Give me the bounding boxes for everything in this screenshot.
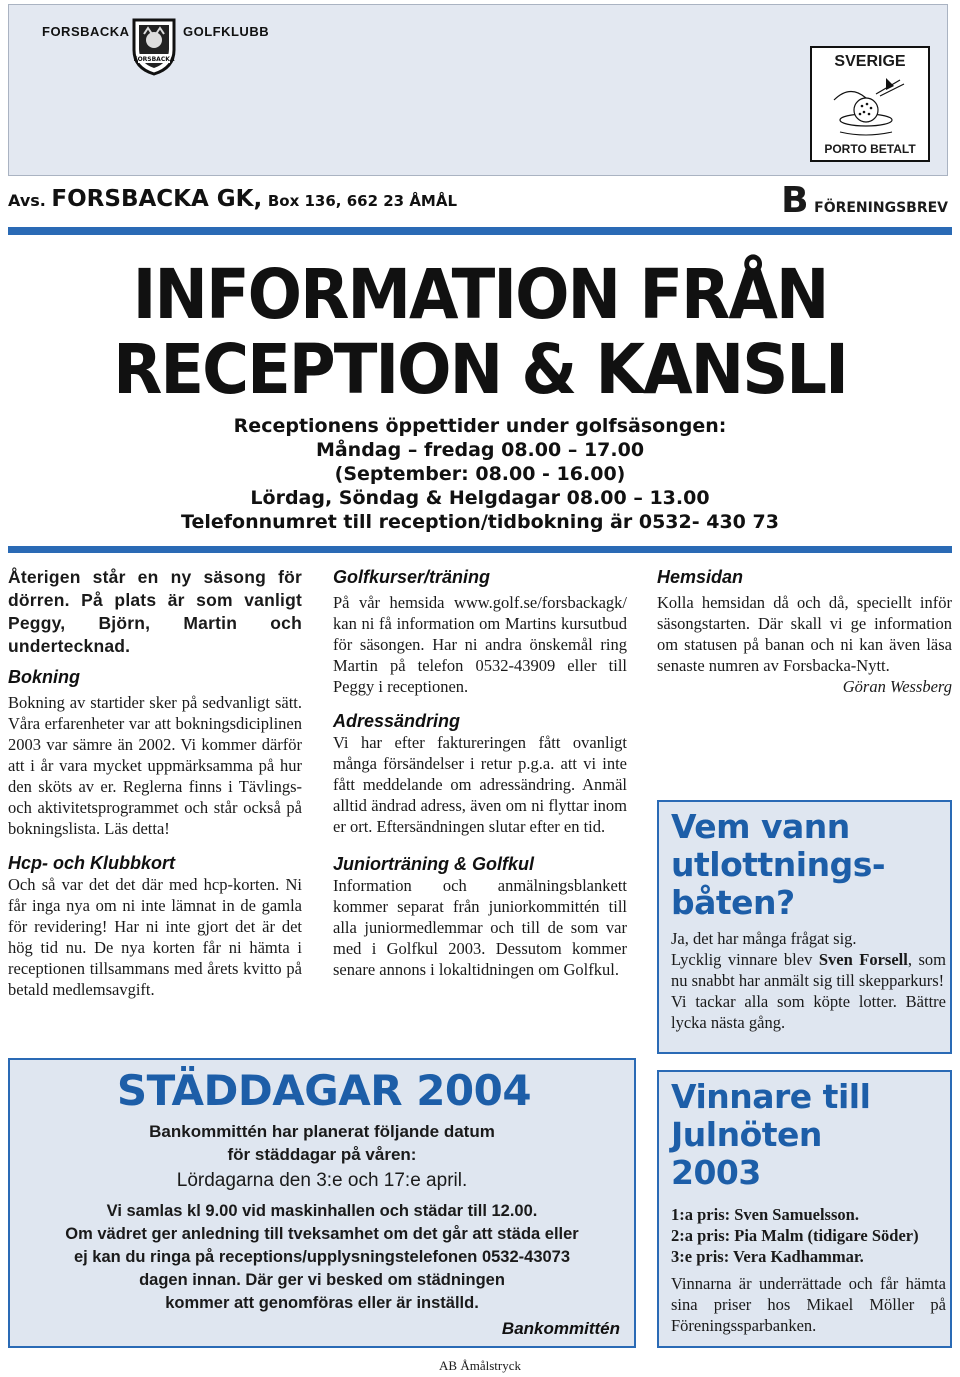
julnot-title-2: Julnöten — [671, 1115, 822, 1154]
cleaning-line-8: kommer att genomföras eller är inställd. — [165, 1294, 479, 1312]
julnot-info: Vinnarna är underrättade och får hämta sina priser hos Mikael Möller på Föreningssparbanken. — [671, 1274, 946, 1335]
cleaning-days-box — [8, 1058, 636, 1348]
column-2 — [333, 566, 627, 980]
raffle-title-3: båten? — [671, 883, 795, 922]
cleaning-line-1: Bankommittén har planerat följande datum — [149, 1122, 495, 1141]
mail-class-letter: B — [781, 180, 809, 221]
julnot-title-1: Vinnare till — [671, 1077, 871, 1116]
club-name-left: FORSBACKA — [42, 24, 130, 39]
opening-hours — [0, 414, 960, 534]
hours-line-2: Måndag – fredag 08.00 – 17.00 — [315, 439, 645, 461]
adress-heading: Adressändring — [333, 711, 461, 731]
sender-address: Box 136, 662 23 ÅMÅL — [267, 192, 458, 210]
bokning-text: Bokning av startider sker på sedvanligt sätt. Våra erfarenheter var att bokningsdiciplinen 2003 var sämre än 2002. Vi kommer därför att i år vara mycket uppmärksamma på hur den sköts av er. Reglerna finns i Tävlings- och aktivitetsprogrammet och står också på bokningslista. Läs detta! — [8, 693, 302, 838]
hemsida-text: Kolla hemsidan då och då, speciellt inför säsongstarten. Där skall vi ge information om statusen på banan och ni kan även läsa senaste numren av Forsbacka-Nytt. — [657, 593, 952, 675]
headline-line-1: INFORMATION FRÅN — [132, 255, 828, 336]
intro-text: Återigen står en ny säsong för dörren. På plats är som vanligt Peggy, Björn, Martin och undertecknad. — [8, 567, 302, 656]
printer-credit: AB Åmålstryck — [439, 1358, 521, 1373]
cleaning-dates: Lördagarna den 3:e och 17:e april. — [176, 1170, 468, 1191]
cleaning-line-6: ej kan du ringa på receptions/upplysningstelefonen 0532-43073 — [73, 1248, 571, 1266]
sender-name: FORSBACKA GK, — [51, 186, 263, 212]
mail-class — [781, 180, 948, 221]
bokning-heading: Bokning — [8, 667, 80, 687]
hemsida-heading: Hemsidan — [657, 567, 744, 587]
hours-line-4: Lördag, Söndag & Helgdagar 08.00 – 13.00 — [250, 487, 710, 509]
raffle-winner: Sven Forsell — [818, 950, 908, 969]
kurs-heading: Golfkurser/träning — [333, 567, 491, 587]
raffle-title-2: utlottnings- — [671, 845, 886, 884]
cleaning-line-7: dagen innan. Där ger vi besked om städningen — [139, 1271, 505, 1289]
hours-line-5: Telefonnumret till reception/tidbokning är 0532- 430 73 — [181, 511, 779, 533]
prize-1: 1:a pris: Sven Samuelsson. — [671, 1205, 859, 1224]
cleaning-line-5: Om vädret ger anledning till tveksamhet om det går att städa eller — [65, 1225, 579, 1243]
sender-avs: Avs. — [8, 191, 46, 210]
adress-text: Vi har efter faktureringen fått ovanligt många försändelser i retur p.g.a. att vi inte fått meddelande om adressändring. Anmäl alltid ändrad adress, även om ni flyttar inom er ort. Eftersändningen slutar efter en tid. — [333, 733, 627, 836]
golf-ball-icon — [830, 74, 912, 140]
kurs-text: På vår hemsida www.golf.se/forsbackagk/ kan ni få information om Martins kursutbud för säsongen. Har ni andra önskemål ring Martin på telefon 0532-43909 eller till Peggy i receptionen. — [333, 593, 627, 696]
sender-line — [8, 186, 457, 212]
raffle-text-b — [671, 949, 946, 991]
club-name-right: GOLFKLUBB — [183, 24, 270, 39]
junior-text: Information och anmälningsblankett kommer separat från juniorkommittén till alla juniormedlemmar och till de som var med i Golfkul 2003. Dessutom kommer senare annons i lokaltidningen om Golfkul. — [333, 876, 627, 979]
column-3 — [657, 566, 952, 697]
cleaning-signature: Bankommittén — [501, 1319, 620, 1338]
stamp-country: SVERIGE — [834, 53, 906, 70]
cleaning-line-4: Vi samlas kl 9.00 vid maskinhallen och städar till 12.00. — [106, 1202, 538, 1220]
headline-line-2: RECEPTION & KANSLI — [113, 330, 847, 410]
club-crest-icon — [130, 16, 178, 76]
hcp-heading: Hcp- och Klubbkort — [8, 853, 175, 873]
stamp-porto: PORTO BETALT — [824, 142, 916, 156]
cleaning-line-2: för städdagar på våren: — [227, 1145, 417, 1164]
julnot-box — [657, 1070, 952, 1348]
raffle-text-c: Vi tackar alla som köpte lotter. Bättre lycka nästa gång. — [671, 992, 946, 1032]
raffle-box — [657, 800, 952, 1054]
hcp-text: Och så var det det där med hcp-korten. Ni får inga nya om ni inte lämnat in de gamla för revidering! Har ni inte gjort det är det hög tid nu. De nya korten får ni hämta i receptionen tillsammans med årets kvitto på betald medlemsavgift. — [8, 875, 302, 999]
prize-3: 3:e pris: Vera Kadhammar. — [671, 1247, 864, 1266]
julnot-title-3: 2003 — [671, 1153, 761, 1192]
raffle-text-a: Ja, det har många frågat sig. — [671, 929, 857, 948]
prize-2: 2:a pris: Pia Malm (tidigare Söder) — [671, 1226, 919, 1245]
raffle-title-1: Vem vann — [671, 807, 850, 846]
raffle-text-b2: , som nu snabbt har anmält sig till skepparkurs! — [671, 950, 947, 990]
raffle-text — [671, 928, 946, 1033]
main-headline — [0, 255, 960, 410]
hemsida-signature: Göran Wessberg — [842, 677, 952, 696]
raffle-text-b1: Lycklig vinnare blev — [671, 950, 813, 969]
junior-heading: Juniorträning & Golfkul — [333, 854, 534, 874]
column-1 — [8, 566, 302, 1000]
divider-rule — [8, 546, 952, 553]
postage-stamp — [810, 46, 930, 162]
divider-rule — [8, 227, 952, 235]
hours-line-1: Receptionens öppettider under golfsäsongen: — [233, 415, 727, 437]
cleaning-title: STÄDDAGAR 2004 — [116, 1066, 532, 1115]
crest-label: FORSBACKA — [133, 56, 175, 63]
julnot-text — [671, 1204, 946, 1336]
mail-class-label: FÖRENINGSBREV — [814, 200, 948, 216]
hours-line-3: (September: 08.00 - 16.00) — [334, 463, 626, 485]
